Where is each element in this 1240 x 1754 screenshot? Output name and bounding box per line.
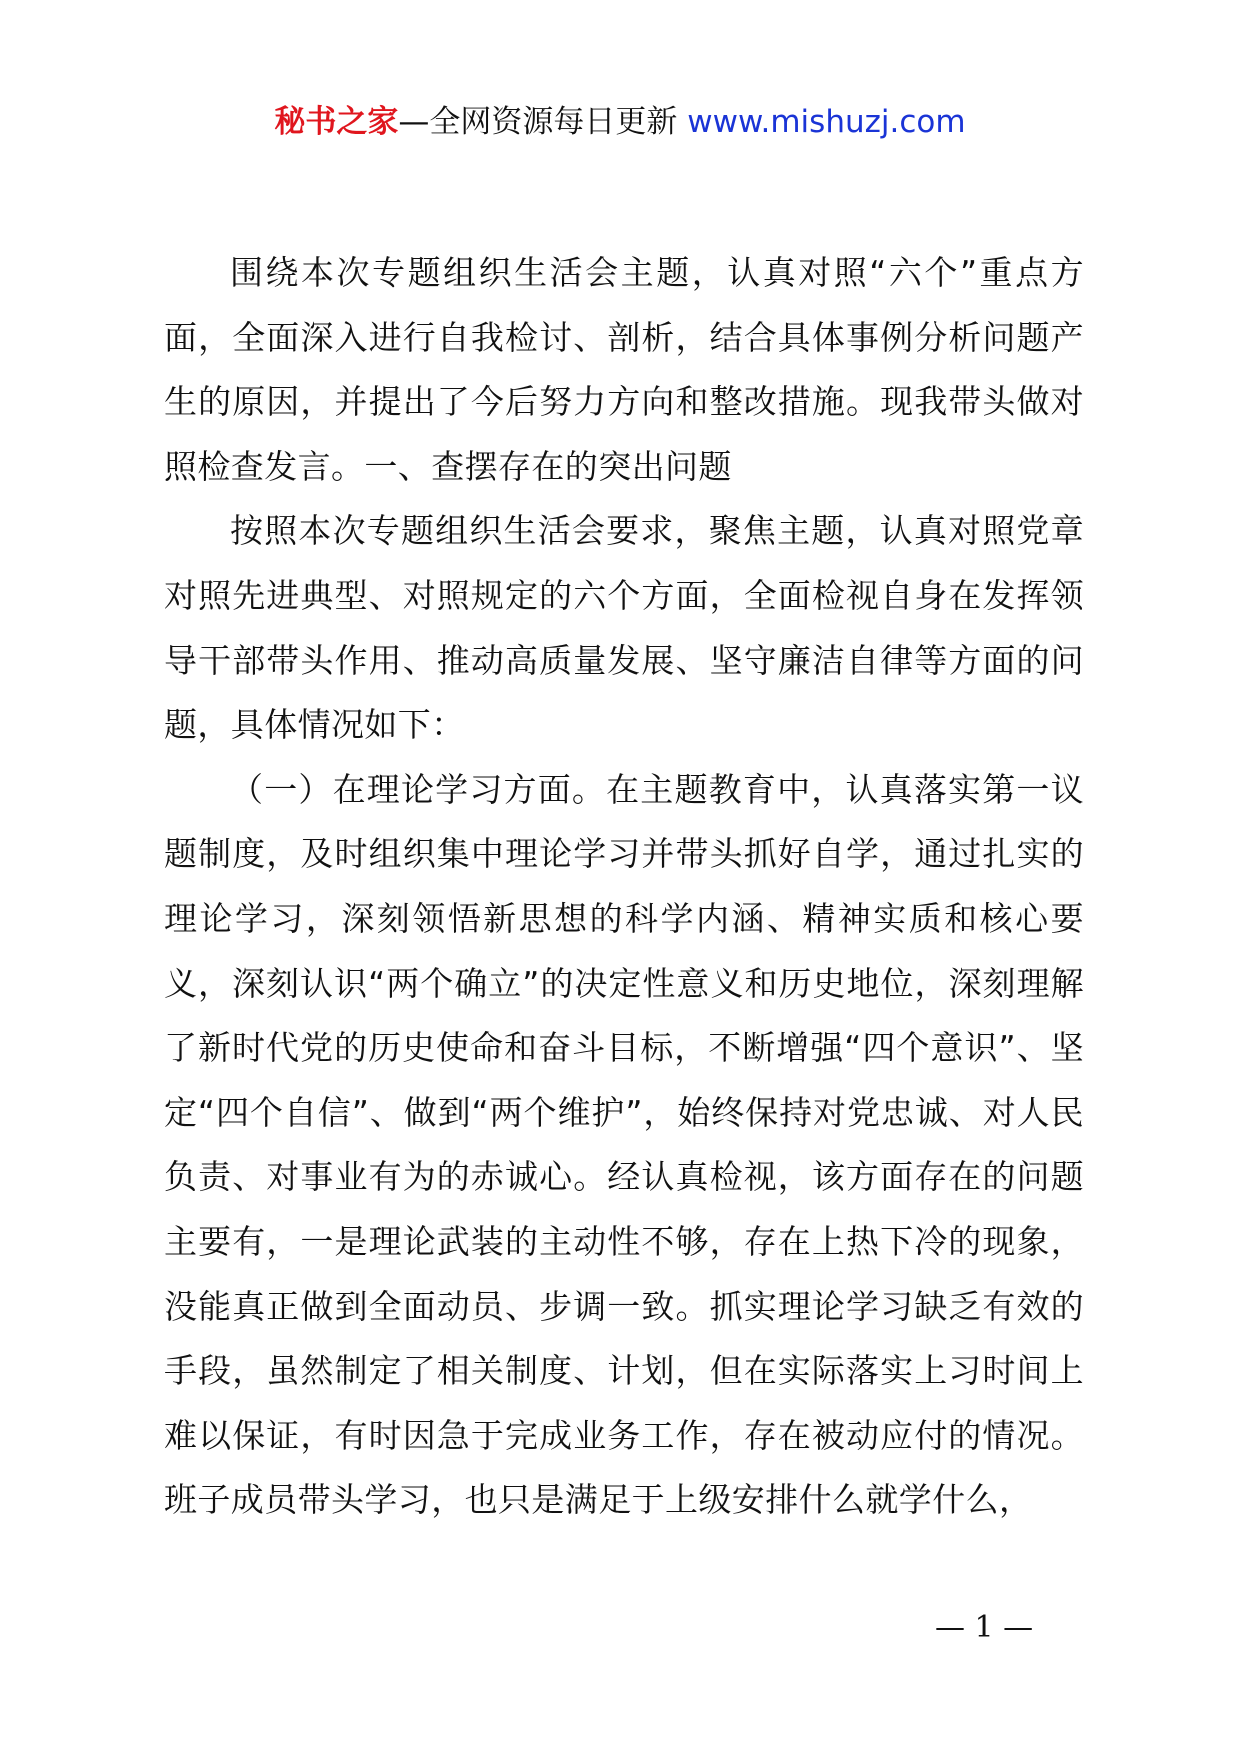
- header-brand: 秘书之家: [274, 104, 399, 140]
- document-body: [164, 241, 1084, 1533]
- paragraph-theory-study: （一）在理论学习方面。在主题教育中，认真落实第一议题制度，及时组织集中理论学习并带头抓好自学，通过扎实的理论学习，深刻领悟新思想的科学内涵、精神实质和核心要义，深刻认识“两个确立”的决定性意义和历史地位，深刻理解了新时代党的历史使命和奋斗目标，不断增强“四个意识”、坚定“四个自信”、做到“两个维护”，始终保持对党忠诚、对人民负责、对事业有为的赤诚心。经认真检视，该方面存在的问题主要有，一是理论武装的主动性不够，存在上热下冷的现象，没能真正做到全面动员、步调一致。抓实理论学习缺乏有效的手段，虽然制定了相关制度、计划，但在实际落实上习时间上难以保证，有时因急于完成业务工作，存在被动应付的情况。班子成员带头学习，也只是满足于上级安排什么就学什么，: [164, 769, 1084, 1520]
- page-header: [0, 100, 1240, 144]
- paragraph-intro: 围绕本次专题组织生活会主题，认真对照“六个”重点方面，全面深入进行自我检讨、剖析，结合具体事例分析问题产生的原因，并提出了今后努力方向和整改措施。现我带头做对照检查发言。一、查摆存在的突出问题: [164, 253, 1084, 486]
- header-tagline: —全网资源每日更新: [398, 104, 688, 140]
- page-number: — 1 —: [935, 1610, 1034, 1645]
- header-url-link[interactable]: www.mishuzj.com: [687, 104, 966, 140]
- paragraph-overview: 按照本次专题组织生活会要求，聚焦主题，认真对照党章对照先进典型、对照规定的六个方面，全面检视自身在发挥领导干部带头作用、推动高质量发展、坚守廉洁自律等方面的问题，具体情况如下：: [164, 511, 1084, 745]
